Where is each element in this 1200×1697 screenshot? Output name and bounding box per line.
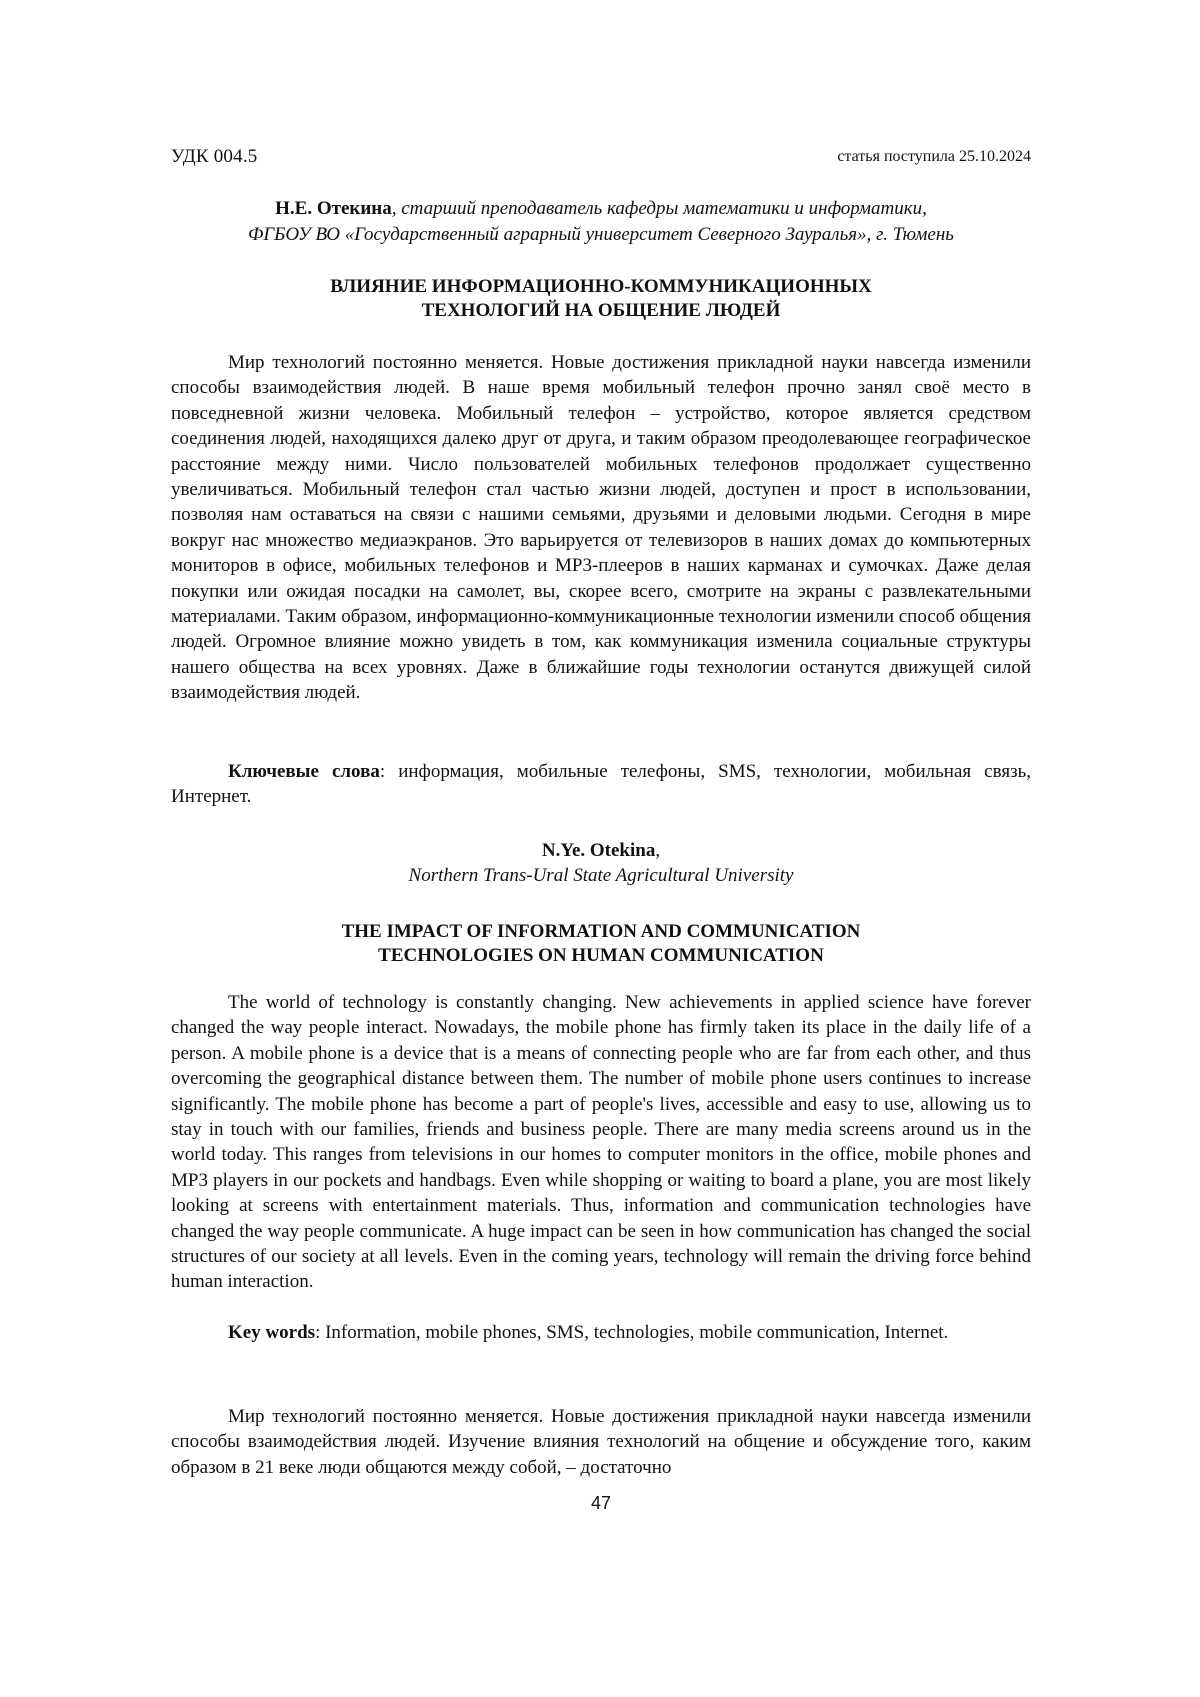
author-line-1 (171, 196, 1031, 222)
received-date: статья поступила 25.10.2024 (837, 148, 1031, 165)
title-ru (171, 275, 1031, 323)
title-en-line-1: THE IMPACT OF INFORMATION AND COMMUNICATION (341, 921, 861, 942)
author-name-en: N.Ye. Otekina (541, 840, 656, 861)
title-ru-line-2: ТЕХНОЛОГИЙ НА ОБЩЕНИЕ ЛЮДЕЙ (421, 300, 781, 321)
author-role-ru: , старший преподаватель кафедры математики и информатики, (391, 198, 927, 219)
title-ru-line-1: ВЛИЯНИЕ ИНФОРМАЦИОННО-КОММУНИКАЦИОННЫХ (330, 276, 872, 297)
keywords-ru (171, 759, 1031, 810)
author-block-ru (171, 196, 1031, 248)
keywords-en (171, 1320, 1031, 1345)
keywords-label-ru: Ключевые слова (228, 761, 380, 782)
keywords-text-ru: : информация, мобильные телефоны, SMS, технологии, мобильная связь, Интернет. (171, 761, 1031, 808)
page-number: 47 (590, 1493, 612, 1513)
abstract-en: The world of technology is constantly changing. New achievements in applied science have forever changed the way people interact. Nowadays, the mobile phone has firmly taken its place in the daily life of a person. A mobile phone is a device that is a means of connecting people who are far from each other, and thus overcoming the geographical distance between them. The number of mobile phone users continues to increase significantly. The mobile phone has become a part of people's lives, accessible and easy to use, allowing us to stay in touch with our families, friends and business people. There are many media screens around us in the world today. This ranges from televisions in our homes to computer monitors in the office, mobile phones and MP3 players in our pockets and handbags. Even while shopping or waiting to board a plane, you are most likely looking at screens with entertainment materials. Thus, information and communication technologies have changed the way people communicate. A huge impact can be seen in how communication has changed the social structures of our society at all levels. Even in the coming years, technology will remain the driving force behind human interaction. (171, 992, 1031, 1293)
title-en-line-2: TECHNOLOGIES ON HUMAN COMMUNICATION (378, 945, 824, 966)
title-en (171, 920, 1031, 968)
body-paragraph-ru: Мир технологий постоянно меняется. Новые достижения прикладной науки навсегда изменили способы взаимодействия людей. Изучение влияния технологий на общение и обсуждение того, каким образом в 21 веке люди общаются между собой, – достаточно (171, 1406, 1031, 1478)
author-name-comma: , (655, 840, 661, 861)
author-name-ru: Н.Е. Отекина (275, 198, 392, 219)
paper-page (171, 0, 1031, 1697)
abstract-ru: Мир технологий постоянно меняется. Новые достижения прикладной науки навсегда изменили способы взаимодействия людей. В наше время мобильный телефон прочно занял своё место в повседневной жизни человека. Мобильный телефон – устройство, которое является средством соединения людей, находящихся далеко друг от друга, и таким образом преодолевающее географическое расстояние между ними. Число пользователей мобильных телефонов продолжает существенно увеличиваться. Мобильный телефон стал частью жизни людей, доступен и прост в использовании, позволяя нам оставаться на связи с нашими семьями, друзьями и деловыми людьми. Сегодня в мире вокруг нас множество медиаэкранов. Это варьируется от телевизоров в наших домах до компьютерных мониторов в офисе, мобильных телефонов и MP3-плееров в наших карманах и сумочках. Даже делая покупки или ожидая посадки на самолет, вы, скорее всего, смотрите на экраны с развлекательными материалами. Таким образом, информационно-коммуникационные технологии изменили способ общения людей. Огромное влияние можно увидеть в том, как коммуникация изменила социальные структуры нашего общества на всех уровнях. Даже в ближайшие годы технологии останутся движущей силой взаимодействия людей. (171, 352, 1031, 704)
author-line-en (171, 838, 1031, 863)
author-affiliation-ru: ФГБОУ ВО «Государственный аграрный университет Северного Зауралья», г. Тюмень (248, 224, 954, 245)
author-block-en (171, 838, 1031, 888)
author-affiliation-en: Northern Trans-Ural State Agricultural University (408, 865, 794, 886)
keywords-text-en: : Information, mobile phones, SMS, technologies, mobile communication, Internet. (315, 1322, 949, 1343)
udk-code: УДК 004.5 (171, 146, 258, 167)
header-row (171, 146, 1031, 170)
keywords-label-en: Key words (228, 1322, 316, 1343)
